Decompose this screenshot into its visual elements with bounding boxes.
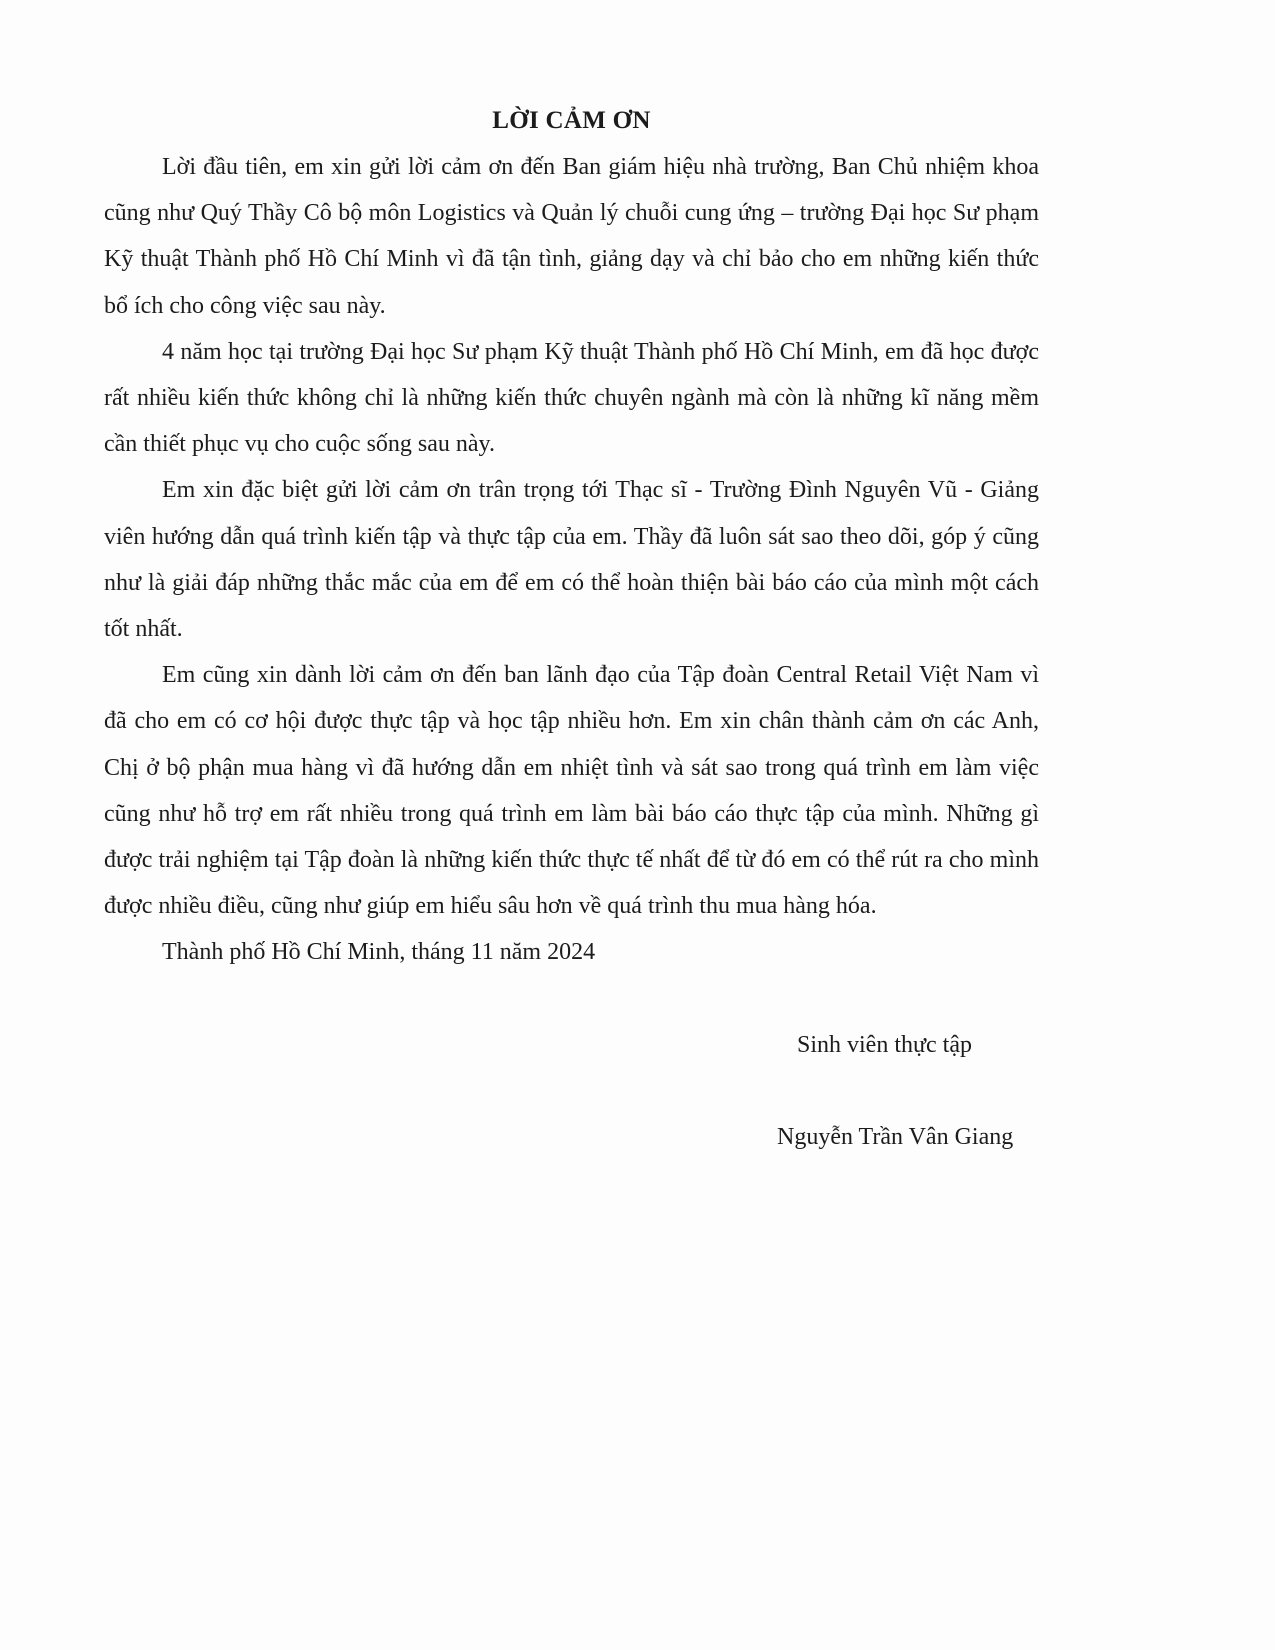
paragraph-3: Em xin đặc biệt gửi lời cảm ơn trân trọng tới Thạc sĩ - Trường Đình Nguyên Vũ - Giảng viên hướng dẫn quá trình kiến tập và thực tập của em. Thầy đã luôn sát sao theo dõi, góp ý cũng như là giải đáp những thắc mắc của em để em có thể hoàn thiện bài báo cáo của mình một cách tốt nhất.: [104, 477, 1039, 643]
paragraph-2: 4 năm học tại trường Đại học Sư phạm Kỹ thuật Thành phố Hồ Chí Minh, em đã học được rất nhiều kiến thức không chỉ là những kiến thức chuyên ngành mà còn là những kĩ năng mềm cần thiết phục vụ cho cuộc sống sau này.: [104, 338, 1039, 458]
paragraph-4: Em cũng xin dành lời cảm ơn đến ban lãnh đạo của Tập đoàn Central Retail Việt Nam vì đã cho em có cơ hội được thực tập và học tập nhiều hơn. Em xin chân thành cảm ơn các Anh, Chị ở bộ phận mua hàng vì đã hướng dẫn em nhiệt tình và sát sao trong quá trình em làm việc cũng như hỗ trợ em rất nhiều trong quá trình em làm bài báo cáo thực tập của mình. Những gì được trải nghiệm tại Tập đoàn là những kiến thức thực tế nhất để từ đó em có thể rút ra cho mình được nhiều điều, cũng như giúp em hiểu sâu hơn về quá trình thu mua hàng hóa.: [104, 662, 1039, 920]
document-body: [104, 98, 1039, 975]
page-title: LỜI CẢM ƠN: [492, 107, 651, 134]
place-date: Thành phố Hồ Chí Minh, tháng 11 năm 2024: [162, 939, 596, 966]
paragraph-1: Lời đầu tiên, em xin gửi lời cảm ơn đến Ban giám hiệu nhà trường, Ban Chủ nhiệm khoa cũng như Quý Thầy Cô bộ môn Logistics và Quản lý chuỗi cung ứng – trường Đại học Sư phạm Kỹ thuật Thành phố Hồ Chí Minh vì đã tận tình, giảng dạy và chỉ bảo cho em những kiến thức bổ ích cho công việc sau này.: [104, 154, 1039, 319]
signature-role: Sinh viên thực tập: [797, 1032, 972, 1058]
signature-name: Nguyễn Trần Vân Giang: [777, 1124, 1014, 1150]
